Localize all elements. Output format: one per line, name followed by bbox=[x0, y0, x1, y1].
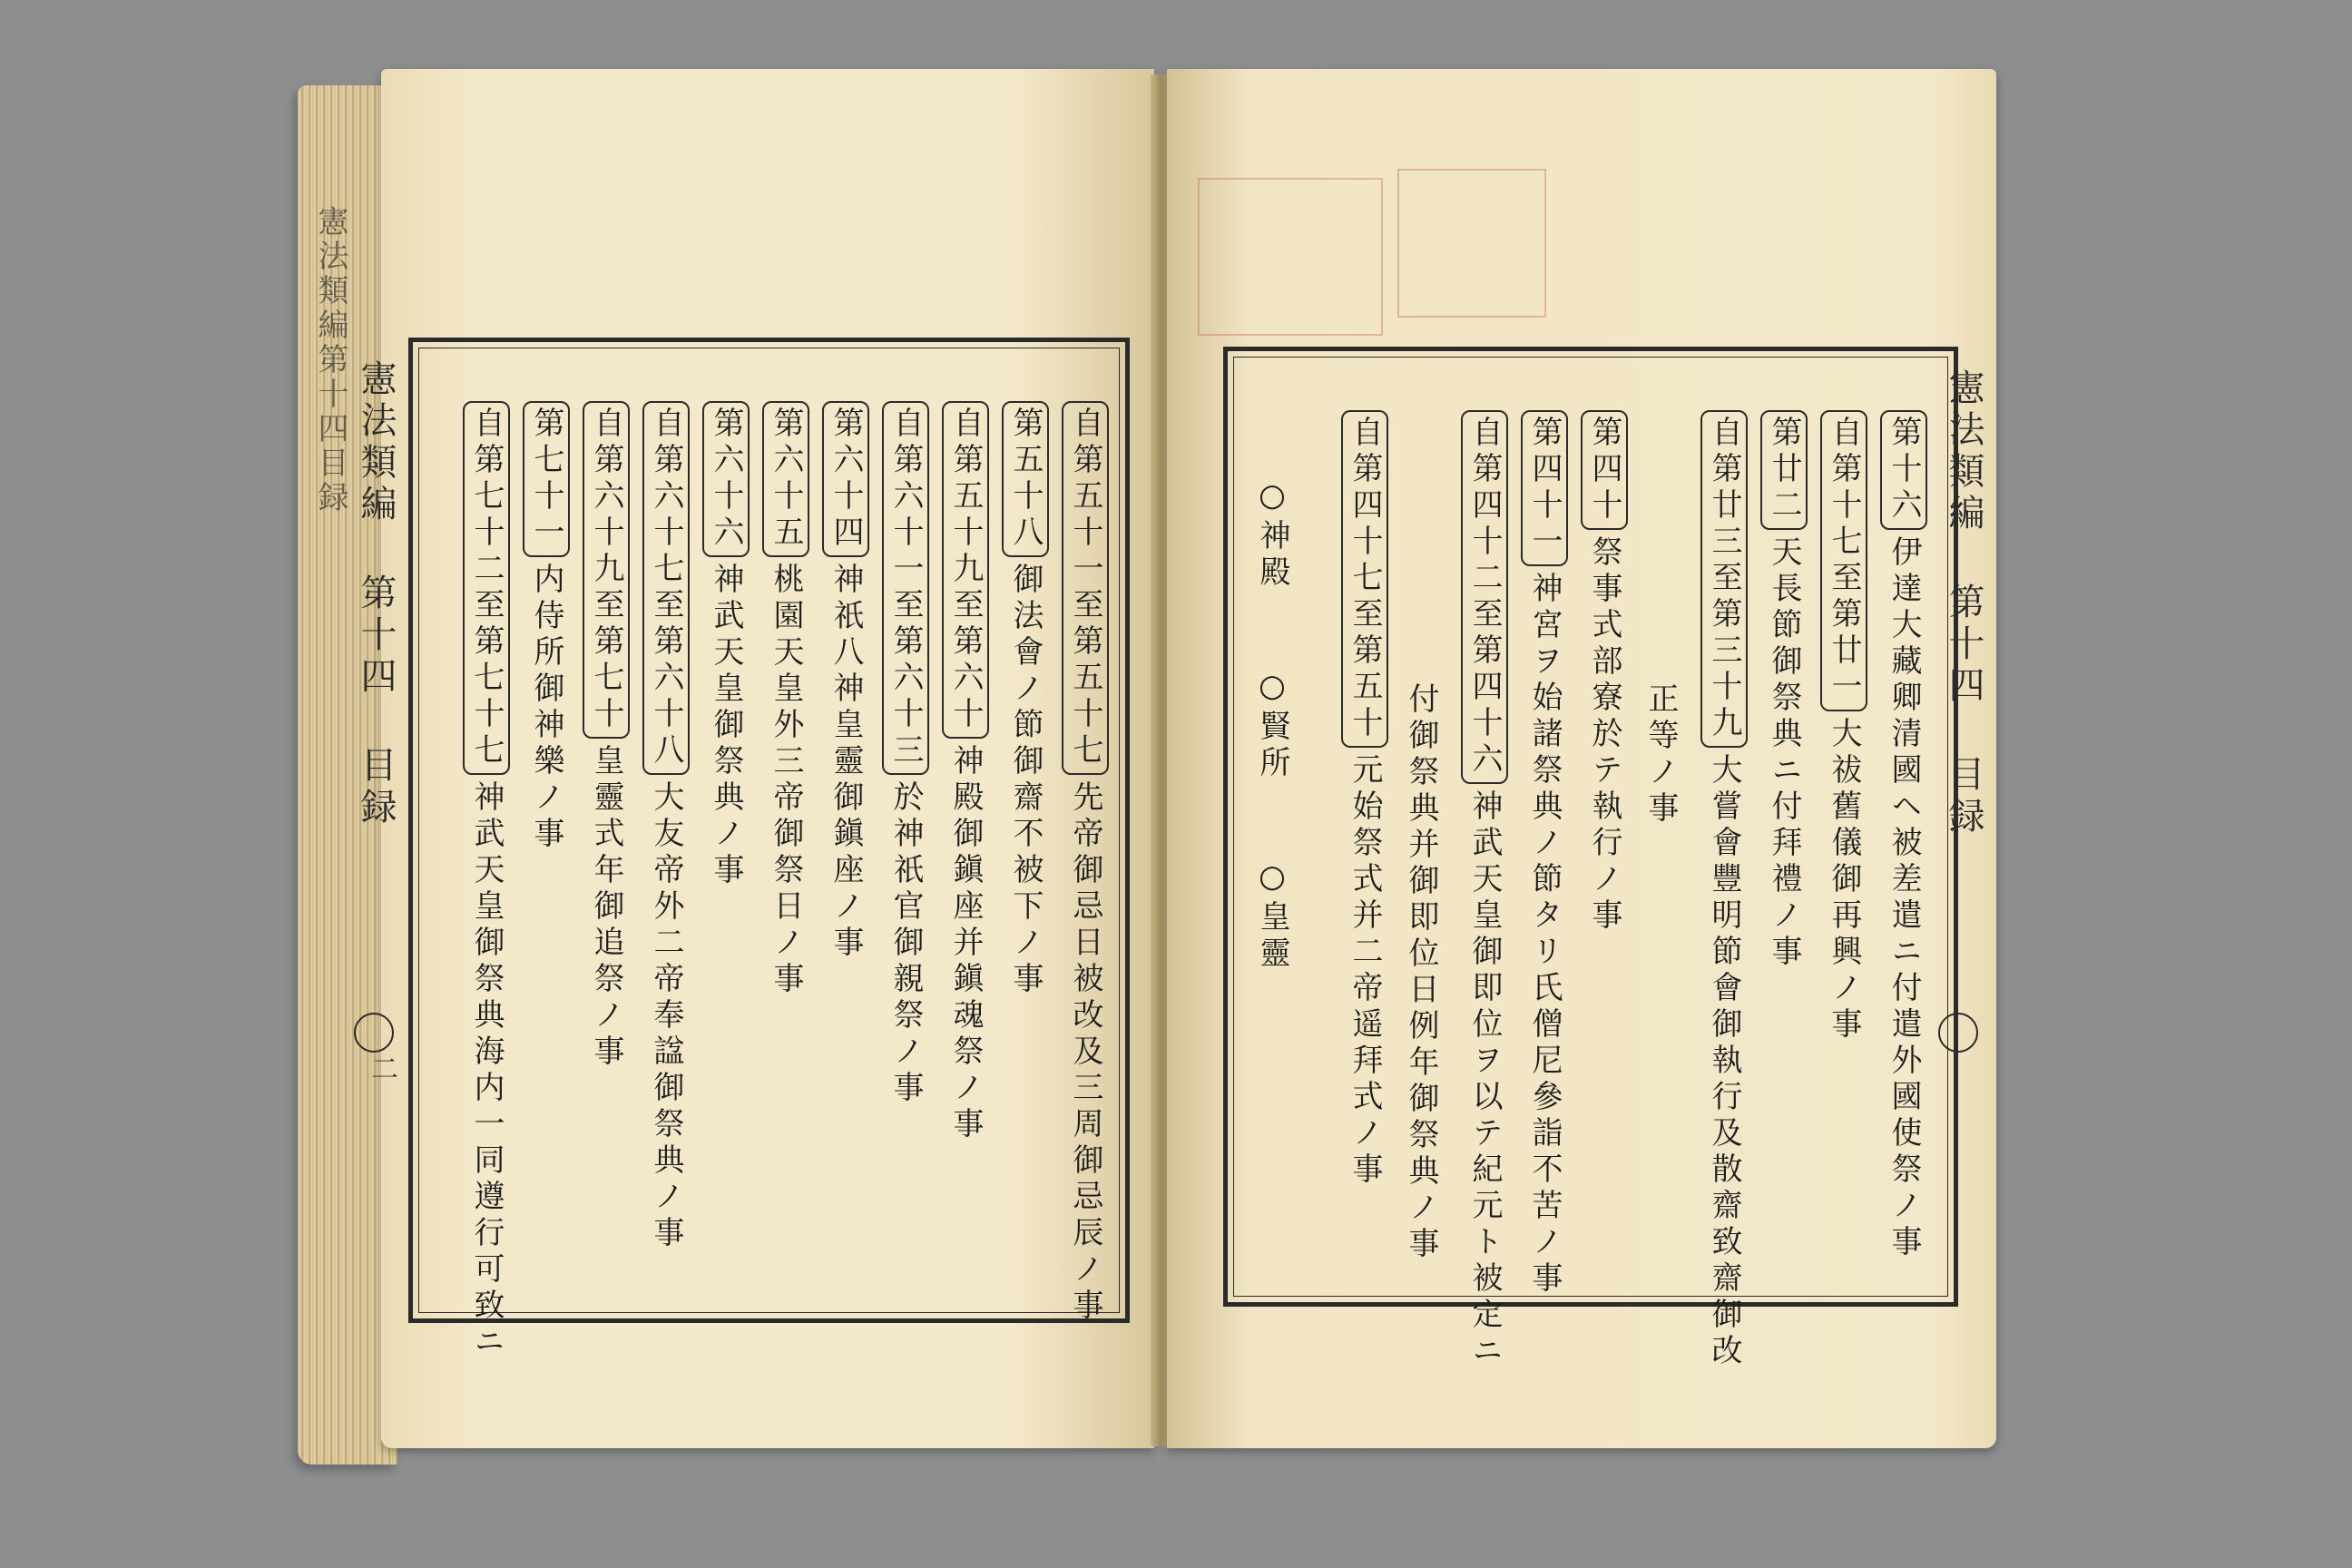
right-page-entry bbox=[1401, 410, 1441, 1263]
right-page-entry-label: 第四十 bbox=[1581, 410, 1628, 530]
right-page-bottom-item: ○神殿 bbox=[1254, 477, 1290, 592]
left-page-entry-text: 神武天皇御祭典海内一同遵行可致ニ bbox=[468, 780, 505, 1361]
left-page-entry-text: 皇靈式年御追祭ノ事 bbox=[588, 744, 624, 1071]
right-page-entry-label: 自第十七至第廿一 bbox=[1820, 410, 1867, 711]
left-page-entry bbox=[942, 401, 989, 1143]
right-page-entry-text: 伊達大藏卿清國ヘ被差遣ニ付遣外國使祭ノ事 bbox=[1886, 535, 1922, 1261]
right-page-entry-text: 大嘗會豐明節會御執行及散齋致齋御改 bbox=[1706, 753, 1742, 1370]
right-page-entry-label: 第廿二 bbox=[1760, 410, 1808, 530]
left-page-entry-label: 第七十一 bbox=[523, 401, 570, 557]
left-page-entry bbox=[882, 401, 929, 1107]
left-page-circle-icon bbox=[354, 1013, 394, 1053]
right-page-entry-label: 自第四十二至第四十六 bbox=[1461, 410, 1508, 784]
left-page-entry-label: 第六十五 bbox=[762, 401, 809, 557]
left-page-entry-label: 自第六十九至第七十 bbox=[583, 401, 630, 739]
left-page-entry bbox=[762, 401, 809, 998]
left-page-entry-text: 先帝御忌日被改及三周御忌辰ノ事 bbox=[1067, 780, 1103, 1325]
left-page-header: 憲法類編 第十四 目録 bbox=[355, 359, 397, 829]
right-page-header: 憲法類編 第十四 目録 bbox=[1943, 368, 1984, 838]
right-page-entry bbox=[1641, 410, 1681, 828]
right-page-entry-label: 第四十一 bbox=[1521, 410, 1568, 566]
left-page-entry-label: 自第六十七至第六十八 bbox=[642, 401, 690, 775]
seal-stamp-ghost-2 bbox=[1397, 169, 1546, 318]
right-page-entry bbox=[1700, 410, 1748, 1370]
left-page-entry-label: 自第五十九至第六十 bbox=[942, 401, 989, 739]
left-page-entry-label: 第六十六 bbox=[702, 401, 750, 557]
left-page-entry-text: 御法會ノ節御齋不被下ノ事 bbox=[1007, 563, 1044, 998]
left-page-entry bbox=[702, 401, 750, 889]
left-page-entry-text: 大友帝外二帝奉諡御祭典ノ事 bbox=[648, 780, 684, 1252]
right-page-entry bbox=[1341, 410, 1388, 1189]
right-page-entry bbox=[1521, 410, 1568, 1298]
right-page-entry-label: 第十六 bbox=[1880, 410, 1927, 530]
left-page-entry bbox=[523, 401, 570, 853]
right-page-entry bbox=[1820, 410, 1867, 1044]
right-page-entry-text: 大祓舊儀御再興ノ事 bbox=[1826, 717, 1862, 1044]
right-page-bottom-item: ○皇靈 bbox=[1254, 858, 1290, 973]
right-page-entry-label: 自第廿三至第三十九 bbox=[1700, 410, 1748, 748]
seal-stamp-ghost bbox=[1198, 178, 1383, 336]
right-page-entry bbox=[1461, 410, 1508, 1370]
open-book bbox=[272, 69, 1996, 1466]
left-page-entry-label: 第五十八 bbox=[1002, 401, 1049, 557]
left-page-entry bbox=[822, 401, 869, 962]
left-page-entry-text: 神祇八神皇靈御鎭座ノ事 bbox=[828, 563, 864, 962]
left-page-entry bbox=[1062, 401, 1109, 1325]
right-page-entry-label: 自第四十七至第五十 bbox=[1341, 410, 1388, 748]
left-page-entry-text: 神殿御鎭座并鎭魂祭ノ事 bbox=[947, 744, 984, 1143]
left-page-entry-label: 自第七十二至第七十七 bbox=[463, 401, 510, 775]
right-page-entry bbox=[1760, 410, 1808, 971]
left-page-number: 二 bbox=[366, 1054, 397, 1082]
left-page-entry bbox=[463, 401, 510, 1361]
right-page-entry bbox=[1880, 410, 1927, 1261]
left-page-entry-label: 自第五十一至第五十七 bbox=[1062, 401, 1109, 775]
right-page-entry-text: 天長節御祭典ニ付拜禮ノ事 bbox=[1766, 535, 1802, 971]
right-page-entry-text: 祭事式部寮於テ執行ノ事 bbox=[1586, 535, 1622, 935]
right-page-entry bbox=[1581, 410, 1628, 935]
left-page-entry-text: 於神祇官御親祭ノ事 bbox=[887, 780, 924, 1107]
right-page-entry-text: 正等ノ事 bbox=[1642, 682, 1679, 828]
left-page-entry-text: 桃園天皇外三帝御祭日ノ事 bbox=[768, 563, 804, 998]
left-page-entry bbox=[1002, 401, 1049, 998]
left-page-entry-text: 神武天皇御祭典ノ事 bbox=[708, 563, 744, 889]
right-page-entry-text: 神武天皇御即位ヲ以テ紀元ト被定ニ bbox=[1466, 789, 1503, 1370]
right-page-bottom-item: ○賢所 bbox=[1254, 668, 1290, 782]
right-page-entry-text: 神宮ヲ始諸祭典ノ節タリ氏僧尼參詣不苦ノ事 bbox=[1526, 572, 1563, 1298]
right-page-circle-icon bbox=[1938, 1013, 1978, 1053]
left-page-entry-text: 内侍所御神樂ノ事 bbox=[528, 563, 564, 853]
fore-edge-title: 憲法類編第十四目録 bbox=[312, 205, 348, 515]
right-page-entry-text: 元始祭式并二帝遥拜式ノ事 bbox=[1347, 753, 1383, 1189]
right-page-entry-text: 付御祭典并御即位日例年御祭典ノ事 bbox=[1403, 682, 1439, 1263]
left-page-entry bbox=[642, 401, 690, 1252]
left-page-entry-label: 自第六十一至第六十三 bbox=[882, 401, 929, 775]
left-page-entry bbox=[583, 401, 630, 1071]
left-page-entry-label: 第六十四 bbox=[822, 401, 869, 557]
